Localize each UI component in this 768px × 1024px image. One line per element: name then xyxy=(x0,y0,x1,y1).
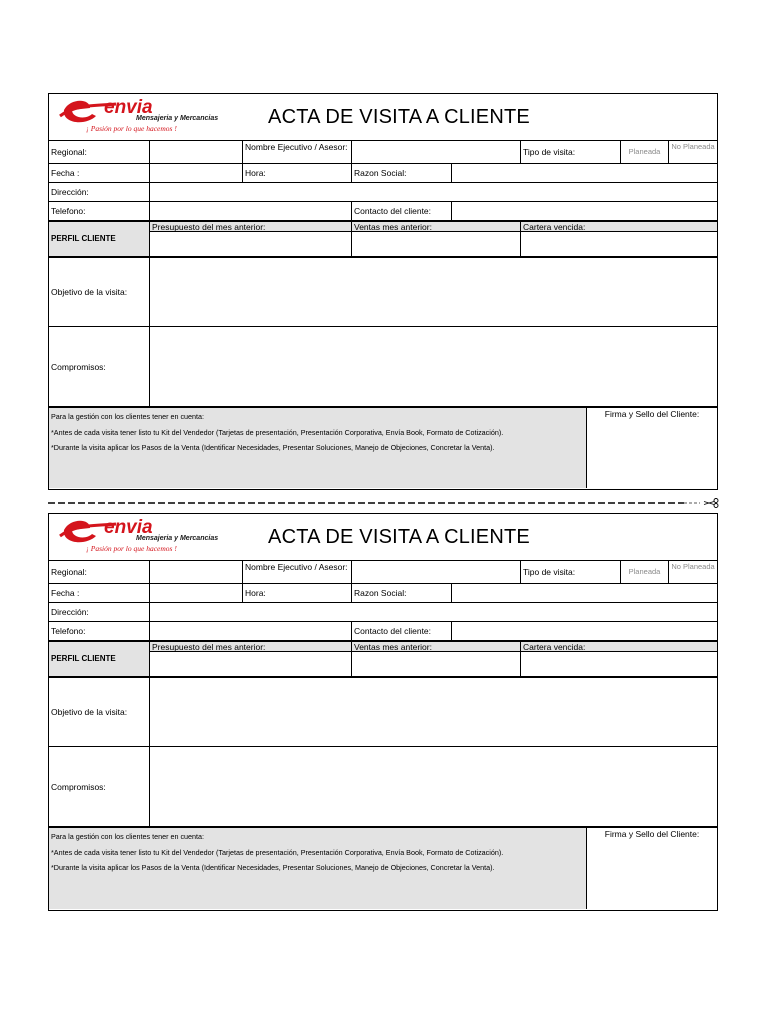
no-planeada-option[interactable]: No Planeada xyxy=(669,560,717,583)
svg-text:Mensajeria y Mercancias: Mensajeria y Mercancias xyxy=(136,115,219,122)
compromisos-label: Compromisos: xyxy=(49,326,150,406)
tipo-visita-label: Tipo de visita: xyxy=(521,140,621,163)
fecha-field[interactable] xyxy=(150,583,243,602)
compromisos-field[interactable] xyxy=(150,746,717,826)
svg-text:envia: envia xyxy=(104,97,153,118)
envia-logo xyxy=(56,514,226,556)
svg-text:Mensajeria y Mercancias: Mensajeria y Mercancias xyxy=(136,535,219,542)
visit-form-1 xyxy=(48,93,718,490)
regional-field[interactable] xyxy=(150,140,243,163)
tipo-visita-label: Tipo de visita: xyxy=(521,560,621,583)
regional-label: Regional: xyxy=(49,560,150,583)
svg-text:¡ Pasión por lo que hacemos !: ¡ Pasión por lo que hacemos ! xyxy=(86,544,177,553)
nombre-ejecutivo-label: Nombre Ejecutivo / Asesor: xyxy=(243,140,352,163)
cartera-label: Cartera vencida: xyxy=(521,220,717,232)
compromisos-field[interactable] xyxy=(150,326,717,406)
presupuesto-field[interactable] xyxy=(150,232,352,256)
razon-social-label: Razon Social: xyxy=(352,583,452,602)
regional-field[interactable] xyxy=(150,560,243,583)
notes-item-1: *Antes de cada visita tener listo tu Kit del Vendedor (Tarjetas de presentación, Presentación Corporativa, Envía Book, Formato de Cotización). xyxy=(51,427,504,437)
notes-heading: Para la gestión con los clientes tener en cuenta: xyxy=(51,412,205,421)
fecha-label: Fecha : xyxy=(49,163,150,182)
objetivo-field[interactable] xyxy=(150,256,717,326)
firma-box[interactable] xyxy=(587,406,717,488)
telefono-label: Telefono: xyxy=(49,621,150,640)
telefono-label: Telefono: xyxy=(49,201,150,220)
firma-label: Firma y Sello del Cliente: xyxy=(604,829,700,839)
objetivo-label: Objetivo de la visita: xyxy=(49,676,150,746)
hora-label: Hora: xyxy=(243,583,352,602)
nombre-ejecutivo-field[interactable] xyxy=(352,140,521,163)
presupuesto-label: Presupuesto del mes anterior: xyxy=(150,640,352,652)
direccion-field[interactable] xyxy=(150,602,717,621)
cut-line xyxy=(48,495,720,505)
hora-label: Hora: xyxy=(243,163,352,182)
firma-box[interactable] xyxy=(587,826,717,909)
firma-label: Firma y Sello del Cliente: xyxy=(604,409,700,419)
objetivo-field[interactable] xyxy=(150,676,717,746)
ventas-label: Ventas mes anterior: xyxy=(352,220,521,232)
envia-logo xyxy=(56,94,226,136)
ventas-field[interactable] xyxy=(352,232,521,256)
direccion-label: Dirección: xyxy=(49,182,150,201)
visit-form-2 xyxy=(48,513,718,911)
notes-box xyxy=(49,406,587,488)
regional-label: Regional: xyxy=(49,140,150,163)
telefono-field[interactable] xyxy=(150,621,352,640)
notes-item-2: *Durante la visita aplicar los Pasos de la Venta (Identificar Necesidades, Presentar Soluciones, Manejo de Objeciones, Concretar la Venta). xyxy=(51,443,495,453)
contacto-label: Contacto del cliente: xyxy=(352,201,452,220)
razon-social-field[interactable] xyxy=(452,583,717,602)
telefono-field[interactable] xyxy=(150,201,352,220)
notes-box xyxy=(49,826,587,909)
presupuesto-field[interactable] xyxy=(150,652,352,676)
planeada-option[interactable]: Planeada xyxy=(621,560,669,583)
direccion-field[interactable] xyxy=(150,182,717,201)
ventas-field[interactable] xyxy=(352,652,521,676)
perfil-cliente-label: PERFIL CLIENTE xyxy=(49,220,150,256)
cartera-field[interactable] xyxy=(521,652,717,676)
perfil-cliente-label: PERFIL CLIENTE xyxy=(49,640,150,676)
notes-item-2: *Durante la visita aplicar los Pasos de la Venta (Identificar Necesidades, Presentar Soluciones, Manejo de Objeciones, Concretar la Venta). xyxy=(51,863,495,873)
notes-heading: Para la gestión con los clientes tener en cuenta: xyxy=(51,832,205,841)
contacto-field[interactable] xyxy=(452,621,717,640)
fecha-field[interactable] xyxy=(150,163,243,182)
page-title: ACTA DE VISITA A CLIENTE xyxy=(268,525,530,548)
direccion-label: Dirección: xyxy=(49,602,150,621)
planeada-option[interactable]: Planeada xyxy=(621,140,669,163)
fecha-label: Fecha : xyxy=(49,583,150,602)
scissors-icon xyxy=(704,499,718,508)
ventas-label: Ventas mes anterior: xyxy=(352,640,521,652)
page-title: ACTA DE VISITA A CLIENTE xyxy=(268,105,530,128)
razon-social-label: Razon Social: xyxy=(352,163,452,182)
notes-item-1: *Antes de cada visita tener listo tu Kit del Vendedor (Tarjetas de presentación, Presentación Corporativa, Envía Book, Formato de Cotización). xyxy=(51,847,504,857)
svg-text:¡ Pasión por lo que hacemos !: ¡ Pasión por lo que hacemos ! xyxy=(86,124,177,133)
cartera-label: Cartera vencida: xyxy=(521,640,717,652)
compromisos-label: Compromisos: xyxy=(49,746,150,826)
contacto-field[interactable] xyxy=(452,201,717,220)
contacto-label: Contacto del cliente: xyxy=(352,621,452,640)
razon-social-field[interactable] xyxy=(452,163,717,182)
cartera-field[interactable] xyxy=(521,232,717,256)
presupuesto-label: Presupuesto del mes anterior: xyxy=(150,220,352,232)
objetivo-label: Objetivo de la visita: xyxy=(49,256,150,326)
no-planeada-option[interactable]: No Planeada xyxy=(669,140,717,163)
nombre-ejecutivo-label: Nombre Ejecutivo / Asesor: xyxy=(243,560,352,583)
svg-text:envia: envia xyxy=(104,517,153,538)
nombre-ejecutivo-field[interactable] xyxy=(352,560,521,583)
